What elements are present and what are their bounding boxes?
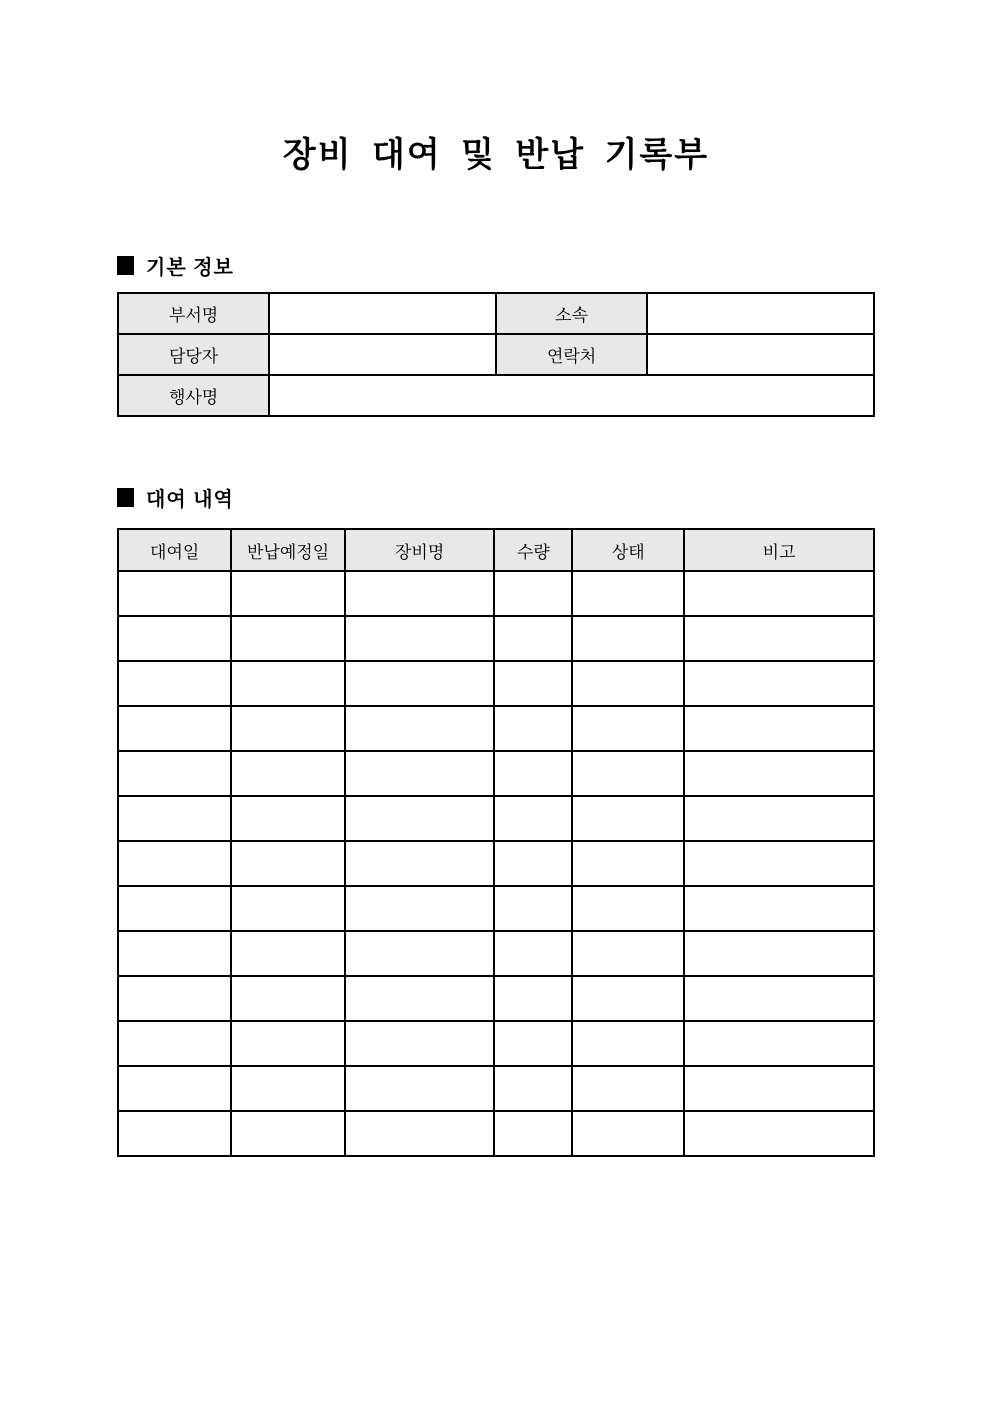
rental-cell[interactable] <box>572 1021 684 1066</box>
basic-info-value-manager[interactable] <box>269 334 496 375</box>
rental-cell[interactable] <box>345 571 495 616</box>
rental-cell[interactable] <box>494 1111 572 1156</box>
rental-cell[interactable] <box>345 1111 495 1156</box>
rental-cell[interactable] <box>231 886 344 931</box>
rental-table <box>117 528 875 1157</box>
rental-cell[interactable] <box>572 661 684 706</box>
rental-cell[interactable] <box>572 706 684 751</box>
rental-cell[interactable] <box>684 1111 874 1156</box>
basic-info-label-department: 부서명 <box>118 293 269 334</box>
rental-cell[interactable] <box>494 571 572 616</box>
rental-table-row <box>118 931 874 976</box>
rental-cell[interactable] <box>345 931 495 976</box>
document-content <box>0 136 992 1157</box>
rental-table-row <box>118 1111 874 1156</box>
rental-cell[interactable] <box>494 661 572 706</box>
basic-info-label-contact: 연락처 <box>496 334 647 375</box>
rental-cell[interactable] <box>231 931 344 976</box>
rental-cell[interactable] <box>684 931 874 976</box>
rental-cell[interactable] <box>684 1066 874 1111</box>
rental-cell[interactable] <box>345 706 495 751</box>
rental-table-row <box>118 751 874 796</box>
rental-cell[interactable] <box>231 841 344 886</box>
rental-cell[interactable] <box>231 1111 344 1156</box>
basic-info-table <box>117 292 875 417</box>
page-title: 장비 대여 및 반납 기록부 <box>282 136 710 174</box>
rental-cell[interactable] <box>572 886 684 931</box>
basic-info-value-department[interactable] <box>269 293 496 334</box>
rental-cell[interactable] <box>494 751 572 796</box>
basic-info-label-manager: 담당자 <box>118 334 269 375</box>
rental-cell[interactable] <box>684 616 874 661</box>
rental-header-return-due-date: 반납예정일 <box>231 529 344 571</box>
basic-info-label-event: 행사명 <box>118 375 269 416</box>
rental-cell[interactable] <box>118 616 231 661</box>
rental-cell[interactable] <box>684 751 874 796</box>
rental-cell[interactable] <box>684 886 874 931</box>
rental-cell[interactable] <box>494 1021 572 1066</box>
rental-cell[interactable] <box>572 571 684 616</box>
rental-cell[interactable] <box>231 571 344 616</box>
rental-cell[interactable] <box>118 751 231 796</box>
basic-info-row <box>118 334 874 375</box>
rental-header-status: 상태 <box>572 529 684 571</box>
rental-cell[interactable] <box>345 1021 495 1066</box>
basic-info-row <box>118 375 874 416</box>
rental-cell[interactable] <box>684 571 874 616</box>
rental-cell[interactable] <box>231 661 344 706</box>
rental-header-equipment-name: 장비명 <box>345 529 495 571</box>
basic-info-value-contact[interactable] <box>647 334 874 375</box>
rental-cell[interactable] <box>231 1021 344 1066</box>
rental-cell[interactable] <box>494 706 572 751</box>
rental-cell[interactable] <box>572 1111 684 1156</box>
rental-table-row <box>118 976 874 1021</box>
rental-cell[interactable] <box>345 661 495 706</box>
rental-cell[interactable] <box>345 976 495 1021</box>
rental-cell[interactable] <box>494 841 572 886</box>
basic-info-value-affiliation[interactable] <box>647 293 874 334</box>
rental-cell[interactable] <box>231 616 344 661</box>
section-bullet-icon <box>117 256 134 275</box>
rental-cell[interactable] <box>118 661 231 706</box>
rental-cell[interactable] <box>572 751 684 796</box>
rental-cell[interactable] <box>494 976 572 1021</box>
basic-info-value-event[interactable] <box>269 375 874 416</box>
rental-cell[interactable] <box>345 841 495 886</box>
rental-cell[interactable] <box>118 1066 231 1111</box>
rental-cell[interactable] <box>231 1066 344 1111</box>
rental-cell[interactable] <box>118 886 231 931</box>
rental-cell[interactable] <box>684 976 874 1021</box>
rental-cell[interactable] <box>118 571 231 616</box>
rental-cell[interactable] <box>118 796 231 841</box>
rental-cell[interactable] <box>345 796 495 841</box>
rental-table-row <box>118 1066 874 1111</box>
rental-cell[interactable] <box>118 931 231 976</box>
rental-table-row <box>118 841 874 886</box>
rental-cell[interactable] <box>231 706 344 751</box>
rental-cell[interactable] <box>345 886 495 931</box>
section-title: 대여 내역 <box>146 489 234 512</box>
section-title: 기본 정보 <box>146 257 234 280</box>
rental-cell[interactable] <box>494 886 572 931</box>
rental-cell[interactable] <box>572 616 684 661</box>
rental-cell[interactable] <box>345 751 495 796</box>
rental-cell[interactable] <box>345 616 495 661</box>
rental-table-row <box>118 571 874 616</box>
rental-header-rental-date: 대여일 <box>118 529 231 571</box>
rental-cell[interactable] <box>118 1111 231 1156</box>
rental-header-quantity: 수량 <box>494 529 572 571</box>
rental-table-body <box>118 571 874 1156</box>
rental-cell[interactable] <box>231 751 344 796</box>
section-header-basic-info <box>117 251 875 280</box>
rental-cell[interactable] <box>494 1066 572 1111</box>
basic-info-label-affiliation: 소속 <box>496 293 647 334</box>
rental-cell[interactable] <box>572 796 684 841</box>
rental-table-row <box>118 796 874 841</box>
rental-cell[interactable] <box>572 1066 684 1111</box>
rental-cell[interactable] <box>118 976 231 1021</box>
rental-cell[interactable] <box>684 1021 874 1066</box>
rental-cell[interactable] <box>231 796 344 841</box>
rental-cell[interactable] <box>494 796 572 841</box>
rental-cell[interactable] <box>684 796 874 841</box>
rental-table-row <box>118 1021 874 1066</box>
basic-info-row <box>118 293 874 334</box>
rental-cell[interactable] <box>494 616 572 661</box>
rental-table-row <box>118 661 874 706</box>
rental-cell[interactable] <box>684 661 874 706</box>
rental-cell[interactable] <box>494 931 572 976</box>
rental-table-header-row <box>118 529 874 571</box>
rental-cell[interactable] <box>118 706 231 751</box>
section-header-rental-history <box>117 483 875 512</box>
rental-table-row <box>118 616 874 661</box>
rental-cell[interactable] <box>684 841 874 886</box>
rental-cell[interactable] <box>118 841 231 886</box>
rental-cell[interactable] <box>572 841 684 886</box>
rental-cell[interactable] <box>118 1021 231 1066</box>
section-bullet-icon <box>117 488 134 507</box>
rental-cell[interactable] <box>684 706 874 751</box>
rental-table-row <box>118 706 874 751</box>
rental-table-row <box>118 886 874 931</box>
rental-cell[interactable] <box>345 1066 495 1111</box>
rental-cell[interactable] <box>572 931 684 976</box>
rental-cell[interactable] <box>572 976 684 1021</box>
rental-cell[interactable] <box>231 976 344 1021</box>
rental-header-remarks: 비고 <box>684 529 874 571</box>
